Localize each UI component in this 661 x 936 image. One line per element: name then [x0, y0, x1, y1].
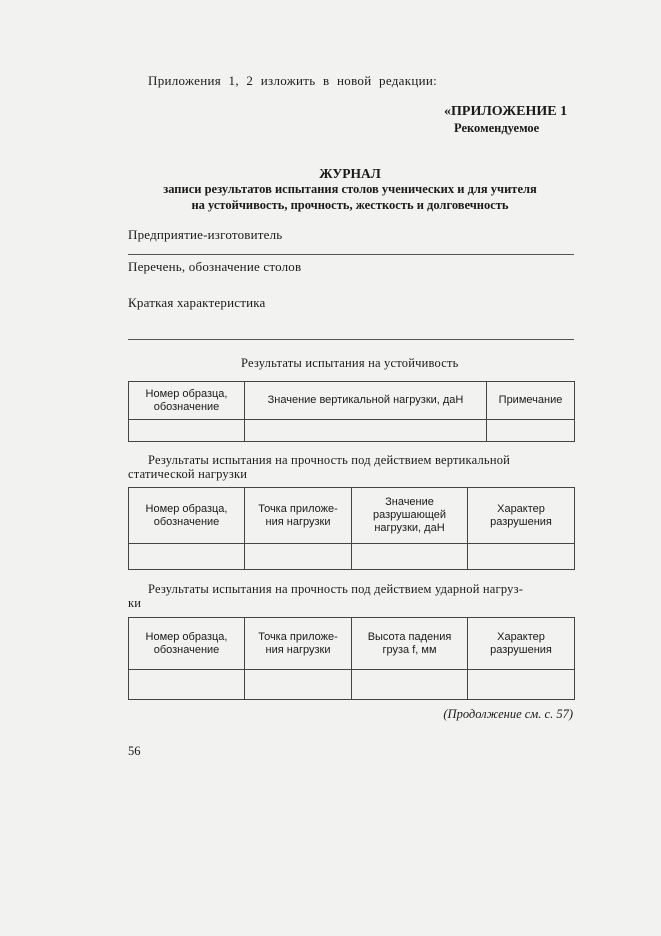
stability-table: [128, 381, 575, 442]
header-cell: Точка приложе- ния нагрузки: [245, 488, 352, 544]
table-cell: [129, 670, 245, 700]
page-number: 56: [128, 744, 141, 758]
manufacturer-line: [128, 254, 574, 255]
list-label: Перечень, обозначение столов: [128, 259, 302, 274]
table-cell: [352, 544, 468, 570]
table-header-row: [129, 488, 575, 544]
appendix-title: «ПРИЛОЖЕНИЕ 1: [444, 104, 568, 119]
header-cell: Характер разрушения: [468, 488, 575, 544]
table-header-row: [129, 382, 575, 420]
journal-subtitle-line2: на устойчивость, прочность, жесткость и долговечность: [191, 198, 509, 212]
table2-caption-line1: Результаты испытания на прочность под действием вертикальной: [148, 453, 511, 467]
table-row: [129, 420, 575, 442]
header-cell: Примечание: [487, 382, 575, 420]
table-row: [129, 544, 575, 570]
header-cell: Номер образца, обозначение: [129, 488, 245, 544]
appendix-subtitle: Рекомендуемое: [454, 121, 540, 135]
table3-caption-line2: ки: [128, 596, 142, 610]
table-cell: [129, 544, 245, 570]
header-cell: Значение разрушающей нагрузки, даН: [352, 488, 468, 544]
table-cell: [245, 670, 352, 700]
table2-caption: [128, 453, 574, 481]
journal-subtitle-line1: записи результатов испытания столов ученических и для учителя: [163, 182, 537, 196]
header-cell: Высота падения груза f, мм: [352, 618, 468, 670]
table-cell: [245, 420, 487, 442]
characteristics-line: [128, 339, 574, 340]
journal-subtitle: [130, 181, 570, 213]
table-cell: [468, 670, 575, 700]
header-cell: Характер разрушения: [468, 618, 575, 670]
table-cell: [468, 544, 575, 570]
table-cell: [487, 420, 575, 442]
table-header-row: [129, 618, 575, 670]
appendix-heading: [444, 103, 567, 137]
manufacturer-label: Предприятие-изготовитель: [128, 227, 283, 242]
journal-title: ЖУРНАЛ: [319, 166, 381, 181]
table-cell: [129, 420, 245, 442]
static-load-table: [128, 487, 575, 570]
header-cell: Точка приложе- ния нагрузки: [245, 618, 352, 670]
table3-caption: [128, 582, 574, 610]
characteristics-label: Краткая характеристика: [128, 295, 266, 310]
table3-caption-line1: Результаты испытания на прочность под действием ударной нагруз-: [148, 582, 524, 596]
header-cell: Номер образца, обозначение: [129, 618, 245, 670]
intro-text: Приложения 1, 2 изложить в новой редакции:: [148, 73, 438, 88]
table-cell: [245, 544, 352, 570]
header-cell: Номер образца, обозначение: [129, 382, 245, 420]
continuation-note: (Продолжение см. с. 57): [443, 707, 573, 721]
table-cell: [352, 670, 468, 700]
header-cell: Значение вертикальной нагрузки, даН: [245, 382, 487, 420]
table2-caption-line2: статической нагрузки: [128, 467, 248, 481]
table1-caption: Результаты испытания на устойчивость: [241, 356, 459, 370]
table-row: [129, 670, 575, 700]
impact-load-table: [128, 617, 575, 700]
